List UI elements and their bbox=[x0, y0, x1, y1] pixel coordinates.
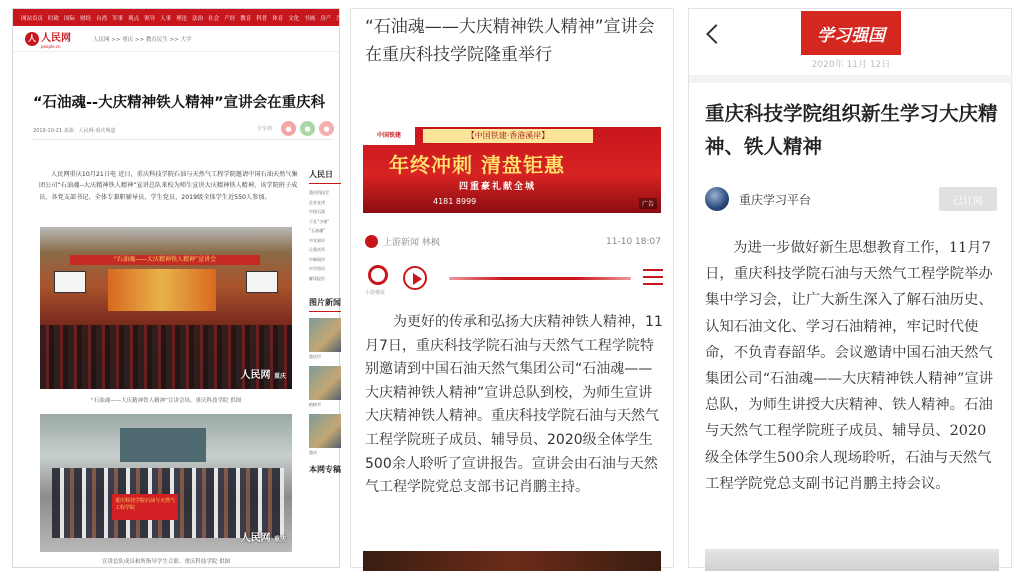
ad-tag: 广告 bbox=[639, 198, 657, 209]
school-flag: 重庆科技学院石油与天然气工程学院 bbox=[112, 494, 178, 520]
nav-item[interactable]: 时政 bbox=[48, 15, 60, 22]
timestamp: 11-10 18:07 bbox=[606, 236, 661, 247]
thumbnail-caption[interactable]: 重庆 bbox=[309, 450, 317, 455]
nav-item[interactable]: 国际 bbox=[64, 15, 76, 22]
article-title: 重庆科技学院组织新生学习大庆精神、铁人精神 bbox=[705, 102, 998, 158]
photo-caption: “石油魂——大庆精神铁人精神”宣讲会场。重庆科技学院 供图 bbox=[90, 398, 242, 404]
stage-backdrop bbox=[108, 269, 216, 311]
logo-mark-icon: 人 bbox=[25, 32, 39, 46]
share-label: 分享到： bbox=[257, 126, 278, 132]
sidebar-link[interactable]: 中学团员 bbox=[309, 266, 325, 271]
sidebar-link[interactable]: 解读报告 bbox=[309, 275, 325, 281]
nav-item[interactable]: 书画 bbox=[304, 15, 316, 22]
group-photo bbox=[40, 414, 292, 552]
nav-item[interactable]: 台湾 bbox=[96, 15, 108, 22]
audio-player bbox=[365, 265, 663, 299]
audio-progress-bar[interactable] bbox=[449, 277, 631, 280]
xuexi-article-panel bbox=[688, 8, 1012, 568]
nav-item[interactable]: 理论 bbox=[176, 15, 188, 22]
background-window bbox=[120, 428, 206, 462]
nav-item[interactable]: 体育 bbox=[272, 15, 284, 22]
play-button[interactable] bbox=[403, 266, 427, 290]
source-name[interactable]: 上游新闻 林枫 bbox=[383, 238, 440, 248]
sidebar-link[interactable]: 中宣部评 bbox=[309, 237, 325, 243]
audio-badge bbox=[365, 265, 391, 296]
weibo-share-icon[interactable]: ● bbox=[281, 121, 296, 136]
source-line bbox=[365, 235, 661, 248]
nav-item[interactable]: 军事 bbox=[112, 15, 124, 22]
ad-phone: 4181 8999 bbox=[433, 197, 477, 206]
nav-item[interactable]: 产经 bbox=[224, 15, 236, 22]
publisher-name[interactable]: 重庆学习平台 bbox=[739, 192, 812, 207]
breadcrumb[interactable]: 人民网 >> 重庆 >> 教育民生 >> 大学 bbox=[93, 36, 192, 43]
photo-banner-text: “石油魂——大庆精神铁人精神”宣讲会 bbox=[70, 255, 260, 265]
news-thumbnail[interactable] bbox=[309, 366, 341, 400]
nav-item[interactable]: 领导 bbox=[144, 15, 156, 22]
publisher-avatar[interactable] bbox=[705, 187, 729, 211]
nav-item[interactable]: 财经 bbox=[80, 15, 92, 22]
article-body: 为更好的传承和弘扬大庆精神铁人精神，11月7日，重庆科技学院石油与天然气工程学院特别邀请到中国石油天然气集团公司“石油魂——大庆精神铁人精神”宣讲总队到校，为师生宣讲大庆精神铁人精神。重庆科技学院石油与天然气工程学院班子成员、辅导员、2020级全体学生500余人聆听了宣讲报告。宣讲会由石油与天然气工程学院党总支部书记肖鹏主持。 bbox=[365, 314, 663, 496]
source-logo-icon bbox=[365, 235, 378, 248]
publisher-row bbox=[705, 186, 997, 212]
thumbnail-caption[interactable]: 重庆市 bbox=[309, 354, 321, 359]
article-body: 人民网重庆10月21日电 近日，重庆科技学院石油与天然气工程学院邀请中国石油天然气集团公司“石油魂--大庆精神铁人精神”宣讲总队来校为师生宣讲大庆精神铁人精神，该学院班子成员、各党支部书记、全体专兼职辅导员、学生党员、2019级全体学生近550人参加。 bbox=[39, 171, 298, 201]
audio-label: 小游播报 bbox=[365, 290, 386, 296]
back-arrow-icon[interactable] bbox=[706, 24, 726, 44]
news-thumbnail[interactable] bbox=[309, 318, 341, 352]
projection-screen bbox=[246, 271, 278, 293]
peoplecn-logo[interactable] bbox=[25, 29, 71, 49]
thumbnail-caption[interactable]: 植树节 bbox=[309, 402, 321, 407]
nav-item[interactable]: 法治 bbox=[192, 15, 204, 22]
divider bbox=[33, 139, 333, 140]
sidebar-heading: 本网专稿 bbox=[309, 465, 341, 474]
sidebar-heading: 人民日 bbox=[309, 170, 333, 179]
ad-logo: 中国铁建 bbox=[363, 127, 415, 145]
wechat-share-icon[interactable]: ● bbox=[300, 121, 315, 136]
shangyou-news-panel bbox=[350, 8, 674, 568]
nav-item[interactable]: 网站首页 bbox=[21, 15, 44, 22]
publish-date: 2020年 11月 12日 bbox=[811, 60, 891, 70]
top-nav bbox=[13, 9, 348, 26]
article-image bbox=[705, 549, 999, 571]
broadcast-icon bbox=[368, 265, 388, 285]
sidebar-link[interactable]: 中新网评 bbox=[309, 256, 325, 262]
article-body: 为进一步做好新生思想教育工作，11月7日，重庆科技学院石油与天然气工程学院举办集中学习会，让广大新生深入了解石油历史、认知石油文化、学习石油精神，牢记时代使命，不负青春韶华。会议邀请中国石油天然气集团公司“石油魂——大庆精神铁人精神”宣讲总队，为师生讲授大庆精神、铁人精神。石油与天然气工程学院班子成员、辅导员、2020级全体学生500余人现场聆听，石油与天然气工程学院党总支副书记肖鹏主持会议。 bbox=[705, 240, 994, 492]
sidebar-link[interactable]: 重庆科技学 bbox=[309, 190, 329, 195]
logo-subtext: people.cn bbox=[41, 43, 61, 49]
article-title: “石油魂--大庆精神铁人精神”宣讲会在重庆科 bbox=[33, 95, 326, 111]
nav-item[interactable]: 观点 bbox=[128, 15, 140, 22]
subscribe-button[interactable]: 已订阅 bbox=[939, 187, 997, 211]
nav-item[interactable]: 汽车 bbox=[336, 15, 348, 22]
nav-item[interactable]: 人事 bbox=[160, 15, 172, 22]
projection-screen bbox=[54, 271, 86, 293]
photo-watermark: 人民网 重庆 bbox=[240, 370, 286, 381]
logo-text: 人民网 bbox=[41, 32, 71, 44]
nav-item[interactable]: 教育 bbox=[240, 15, 252, 22]
ad-supertitle: 【中国铁建·香港溪岸】 bbox=[423, 129, 593, 143]
ad-subtitle: 四重豪礼献全城 bbox=[459, 182, 537, 192]
divider bbox=[309, 183, 341, 184]
article-meta: 2019-10-21 来源：人民网-重庆频道 bbox=[33, 128, 116, 134]
sidebar-link[interactable]: “石油魂” bbox=[309, 228, 326, 233]
news-thumbnail[interactable] bbox=[309, 414, 341, 448]
nav-item[interactable]: 科普 bbox=[256, 15, 268, 22]
more-share-icon[interactable]: ● bbox=[319, 121, 334, 136]
sidebar-link[interactable]: 企业宣讲 bbox=[309, 199, 325, 205]
sidebar-heading: 图片新闻 bbox=[309, 298, 341, 307]
nav-item[interactable]: 文化 bbox=[288, 15, 300, 22]
lecture-hall-photo bbox=[40, 227, 292, 389]
ad-headline: 年终冲刺 清盘钜惠 bbox=[389, 153, 565, 177]
article-image bbox=[363, 551, 661, 571]
site-header bbox=[13, 26, 339, 52]
divider bbox=[689, 75, 1013, 83]
playlist-menu-icon[interactable] bbox=[643, 269, 663, 287]
article-title: “石油魂——大庆精神铁人精神”宣讲会在重庆科技学院隆重举行 bbox=[365, 17, 655, 65]
sidebar-link[interactable]: 中国石油 bbox=[309, 209, 325, 214]
sidebar-link[interactable]: 让重庆经 bbox=[309, 247, 325, 252]
nav-item[interactable]: 社会 bbox=[208, 15, 220, 22]
share-bar bbox=[257, 121, 334, 136]
divider bbox=[309, 311, 341, 312]
nav-item[interactable]: 房产 bbox=[320, 15, 332, 22]
sidebar bbox=[309, 169, 341, 475]
peoplecn-article-panel bbox=[12, 8, 348, 568]
photo-watermark: 人民网 重庆 bbox=[240, 533, 286, 544]
sidebar-link[interactable]: 干孔“小康” bbox=[309, 218, 330, 224]
advertisement-banner[interactable] bbox=[363, 127, 661, 213]
xuexi-logo: 学习强国 bbox=[801, 11, 901, 55]
photo-caption: 宣讲总队成员和所指导学生合影。重庆科技学院 供图 bbox=[101, 559, 231, 565]
